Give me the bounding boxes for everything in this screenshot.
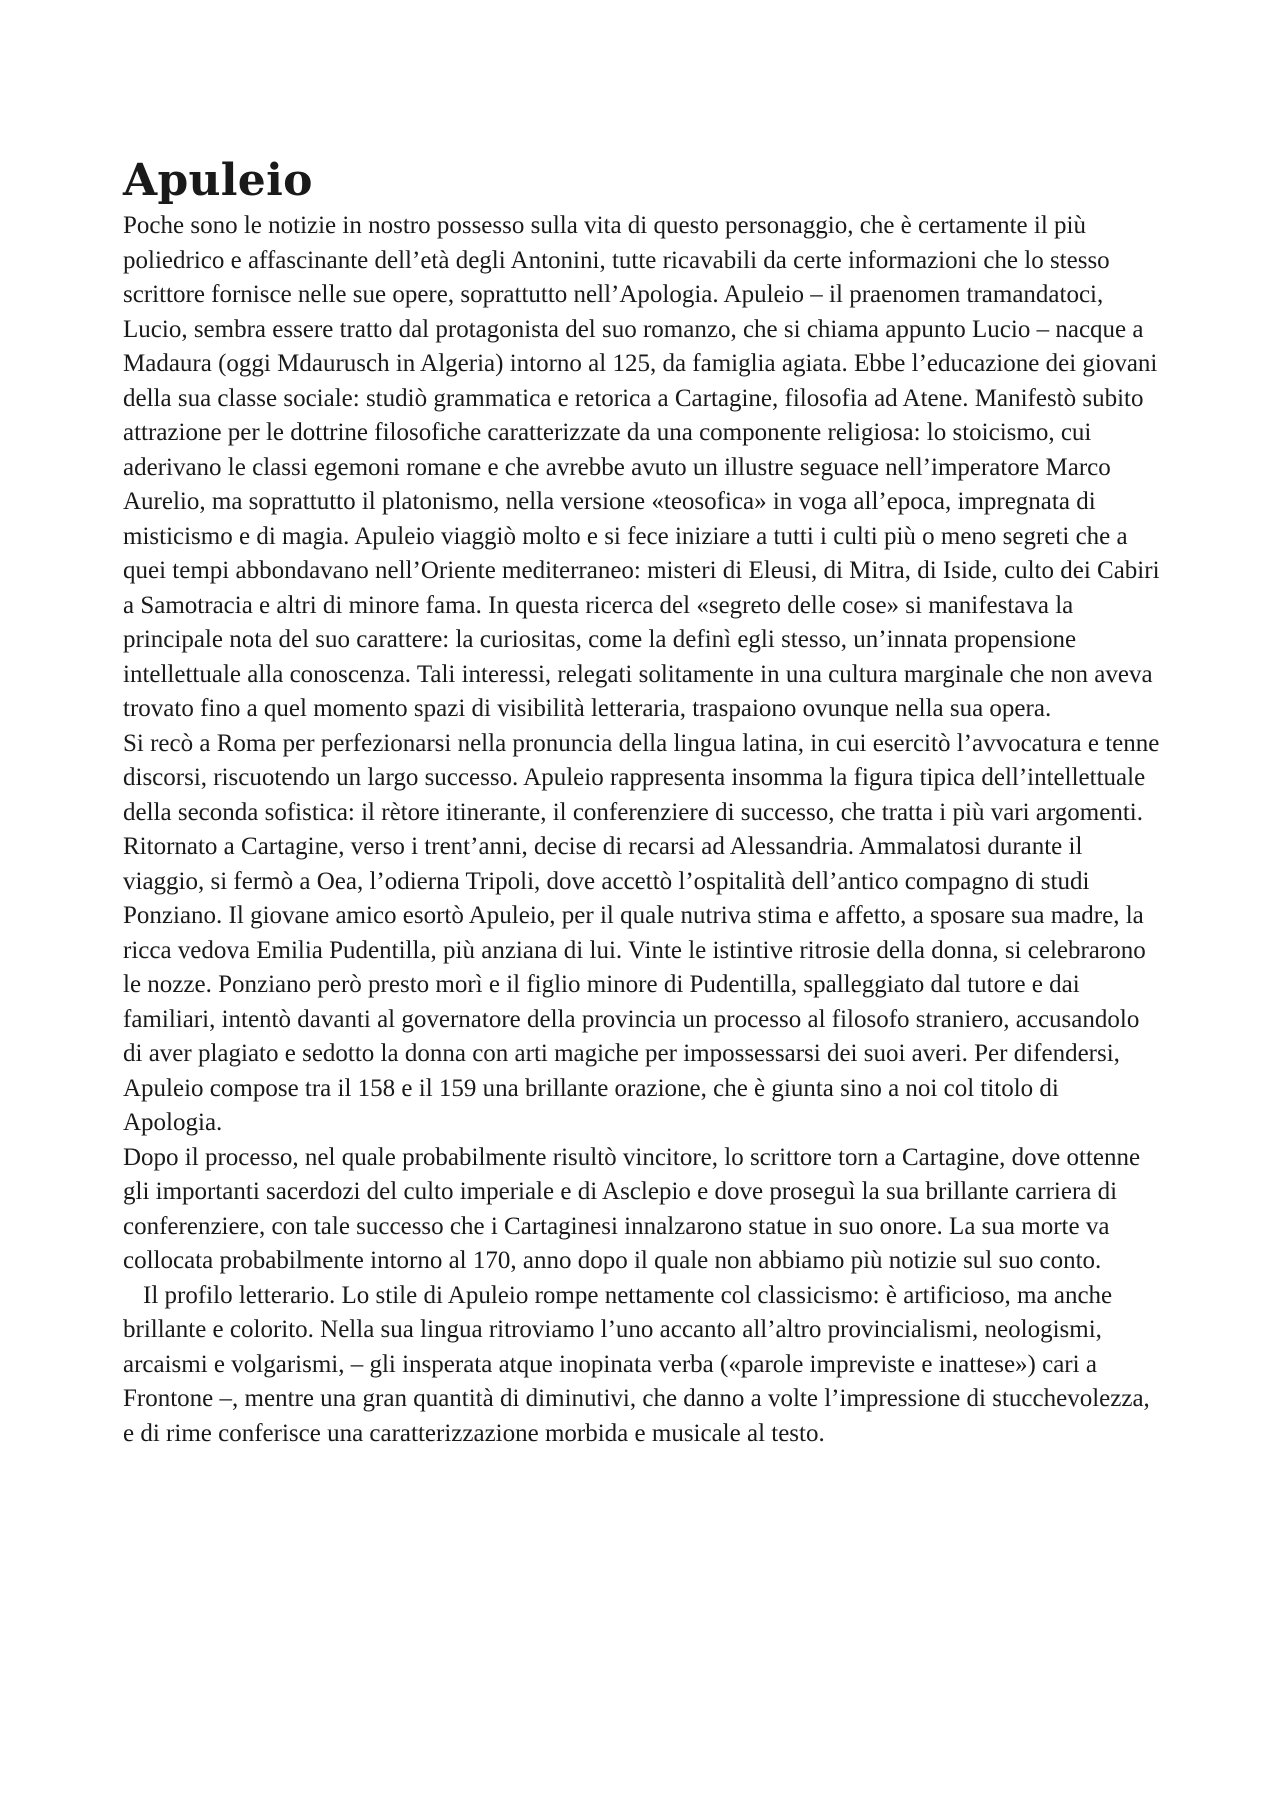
paragraph-rome: Si recò a Roma per perfezionarsi nella pronuncia della lingua latina, in cui esercitò l’avvocatura e tenne discorsi, riscuotendo un largo successo. Apuleio rappresenta insomma la figura tipica dell’intellettuale della seconda sofistica: il rètore itinerante, il conferenziere di successo, che tratta i più vari argomenti. [123, 729, 1160, 826]
paragraph-after-trial: Dopo il processo, nel quale probabilmente risultò vincitore, lo scrittore torn a Cartagine, dove ottenne gli importanti sacerdozi del culto imperiale e di Asclepio e dove proseguì la sua brillante carriera di conferenziere, con tale successo che i Cartaginesi innalzarono statue in suo onore. La sua morte va collocata probabilmente intorno al 170, anno dopo il quale non abbiamo più notizie sul suo conto. [123, 1143, 1141, 1274]
paragraph-biography-intro: Poche sono le notizie in nostro possesso sulla vita di questo personaggio, che è certamente il più poliedrico e affascinante dell’età degli Antonini, tutte ricavabili da certe informazioni che lo stesso scrittore fornisce nelle sue opere, soprattutto nell’Apologia. Apuleio – il praenomen tramandatoci, Lucio, sembra essere tratto dal protagonista del suo romanzo, che si chiama appunto Lucio – nacque a Madaura (oggi Mdaurusch in Algeria) intorno al 125, da famiglia agiata. Ebbe l’educazione dei giovani della sua classe sociale: studiò grammatica e retorica a Cartagine, filosofia ad Atene. Manifestò subito attrazione per le dottrine filosofiche caratterizzate da una componente religiosa: lo stoicismo, cui aderivano le classi egemoni romane e che avrebbe avuto un illustre seguace nell’imperatore Marco Aurelio, ma soprattutto il platonismo, nella versione «teosofica» in voga all’epoca, impregnata di misticismo e di magia. Apuleio viaggiò molto e si fece iniziare a tutti i culti più o meno segreti che a quei tempi abbondavano nell’Oriente mediterraneo: misteri di Eleusi, di Mitra, di Iside, culto dei Cabiri a Samotracia e altri di minore fama. In questa ricerca del «segreto delle cose» si manifestava la principale nota del suo carattere: la curiositas, come la definì egli stesso, un’innata propensione intellettuale alla conoscenza. Tali interessi, relegati solitamente in una cultura marginale che non aveva trovato fino a quel momento spazi di visibilità letteraria, traspaiono ovunque nella sua opera. [123, 212, 1160, 722]
page-title: Apuleio [123, 155, 313, 206]
paragraph-literary-profile: Il profilo letterario. Lo stile di Apuleio rompe nettamente col classicismo: è artificioso, ma anche brillante e colorito. Nella sua lingua ritroviamo l’uno accanto all’altro provincialismi, neologismi, arcaismi e volgarismi, – gli insperata atque inopinata verba («parole impreviste e inattese») cari a Frontone –, mentre una gran quantità di diminutivi, che danno a volte l’impressione di stucchevolezza, e di rime conferisce una caratterizzazione morbida e musicale al testo. [123, 1281, 1150, 1447]
document-page [123, 155, 1163, 1451]
paragraph-carthage-trial: Ritornato a Cartagine, verso i trent’anni, decise di recarsi ad Alessandria. Ammalatosi durante il viaggio, si fermò a Oea, l’odierna Tripoli, dove accettò l’ospitalità dell’antico compagno di studi Ponziano. Il giovane amico esortò Apuleio, per il quale nutriva stima e affetto, a sposare sua madre, la ricca vedova Emilia Pudentilla, più anziana di lui. Vinte le istintive ritrosie della donna, si celebrarono le nozze. Ponziano però presto morì e il figlio minore di Pudentilla, spalleggiato dal tutore e dai familiari, intentò davanti al governatore della provincia un processo al filosofo straniero, accusandolo di aver plagiato e sedotto la donna con arti magiche per impossessarsi dei suoi averi. Per difendersi, Apuleio compose tra il 158 e il 159 una brillante orazione, che è giunta sino a noi col titolo di Apologia. [123, 833, 1146, 1136]
